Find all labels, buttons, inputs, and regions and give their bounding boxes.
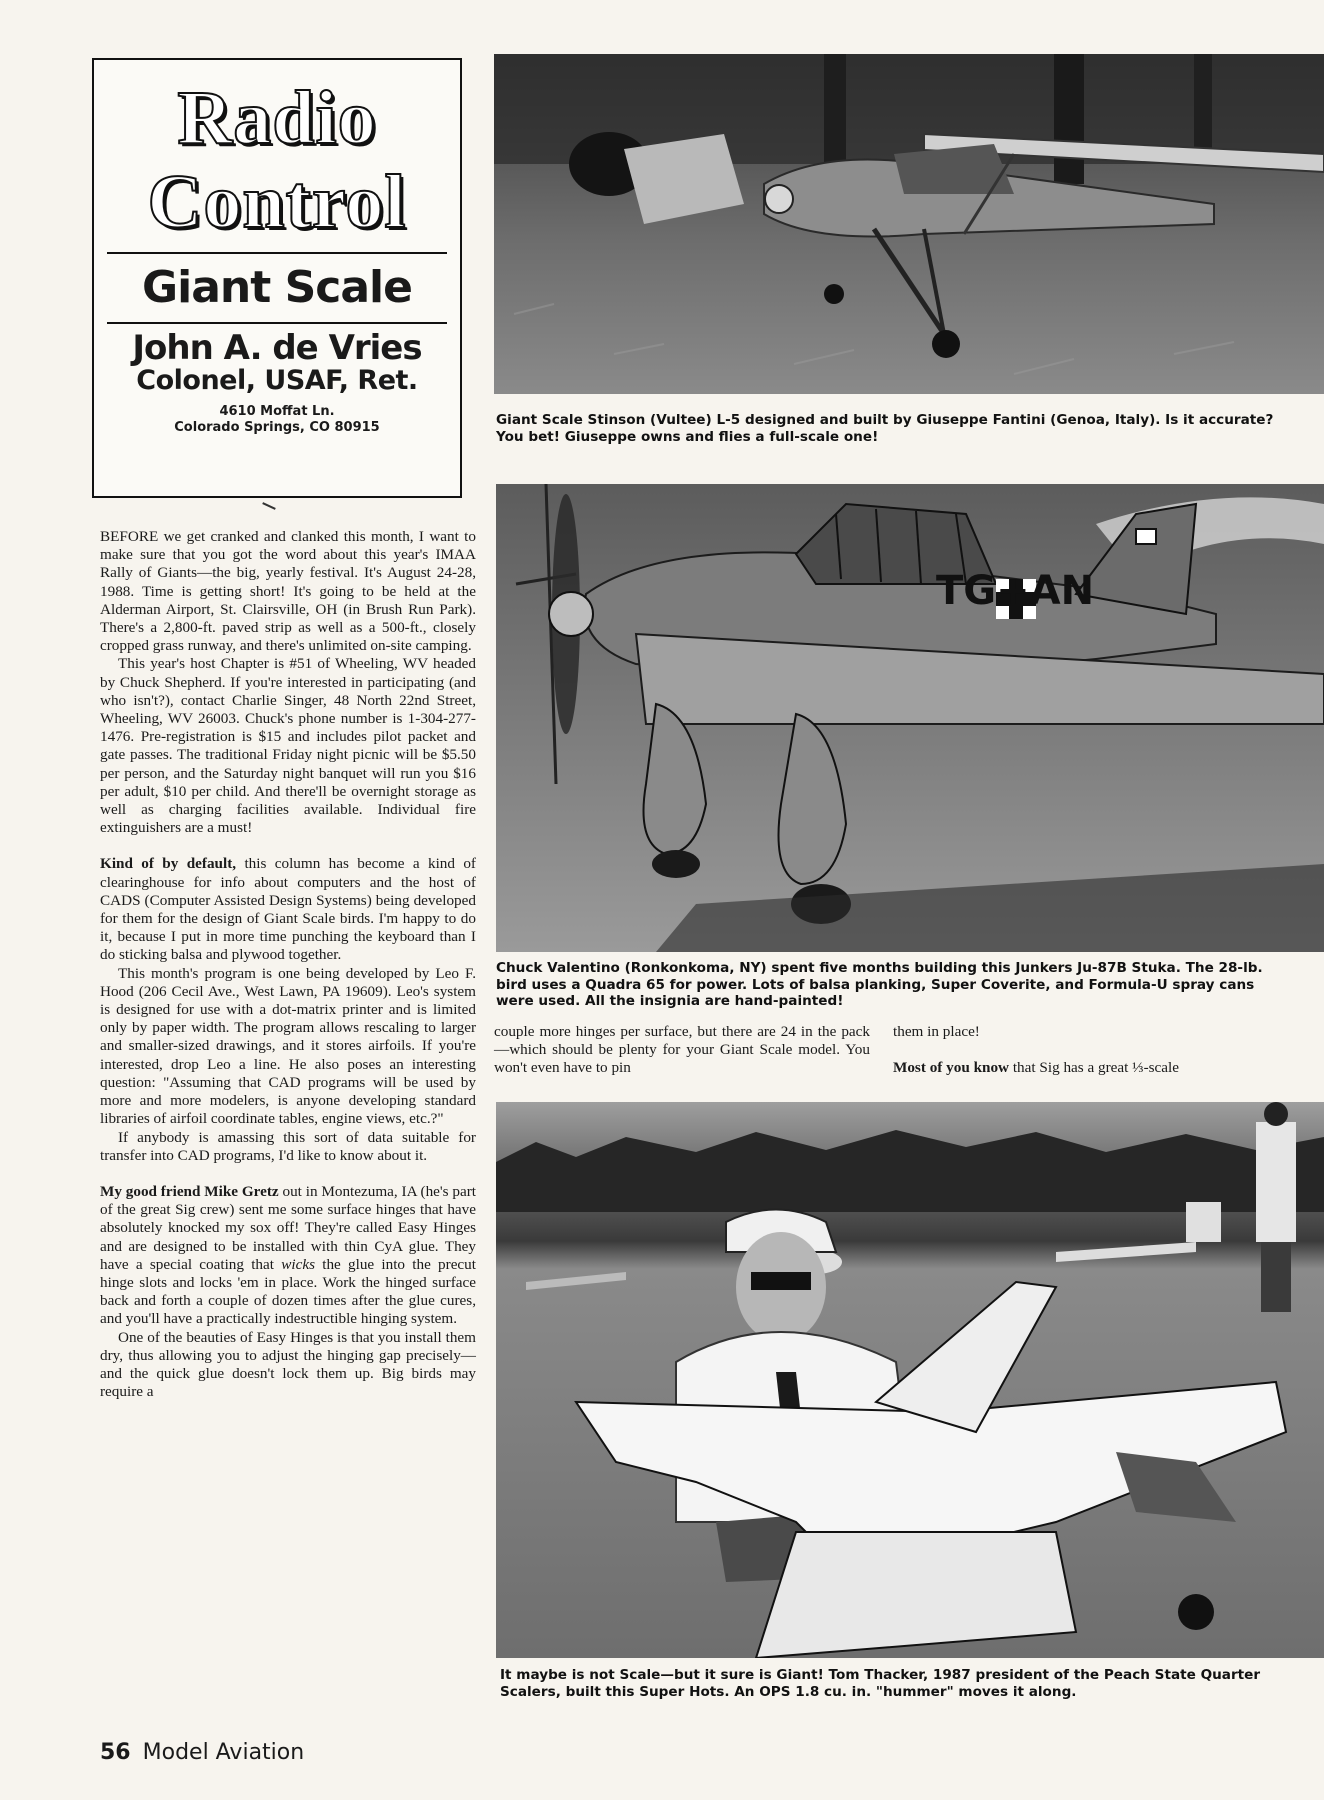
photo-caption: Chuck Valentino (Ronkonkoma, NY) spent five months building this Junkers Ju-87B Stuka. The 28-lb. bird uses a Quadra 65 for power. Lots of balsa planking, Super Coverite, and Formula-U spray cans were used. All the insignia are hand-painted! (496, 960, 1263, 1009)
lead-in: Kind of by default, (100, 855, 237, 873)
paragraph: Kind of by default, this column has become a kind of clearinghouse for info about computers and the host of CADS (Computer Assisted Design Systems) being developed for them for the design of Giant Scale birds. I'm happy to do it, because I put in more time punching the keyboard than I do sticking balsa and plywood together. (100, 855, 476, 964)
article-column-3 (893, 1023, 1265, 1077)
paragraph: One of the beauties of Easy Hinges is that you install them dry, thus allowing you to adjust the hinging gap precisely—and the quick glue doesn't lock them up. Big birds may require a (100, 1328, 476, 1401)
author-name: John A. de Vries (132, 328, 422, 368)
paragraph: them in place! (893, 1023, 980, 1040)
article-column-2 (494, 1023, 870, 1078)
paragraph: couple more hinges per surface, but there are 24 in the pack—which should be plenty for your Giant Scale model. You won't even have to pin (494, 1023, 870, 1077)
article-column-1 (100, 528, 476, 1401)
header-title-control: Control (147, 160, 407, 244)
page-footer (100, 1740, 304, 1765)
lead-in: My good friend Mike Gretz (100, 1182, 279, 1200)
magazine-name: Model Aviation (142, 1740, 305, 1765)
author-rank: Colonel, USAF, Ret. (136, 365, 418, 396)
paragraph: If anybody is amassing this sort of data suitable for transfer into CAD programs, I'd like to know about it. (100, 1128, 476, 1164)
paragraph: Most of you know that Sig has a great ⅓-scale (893, 1059, 1179, 1077)
paragraph: BEFORE we get cranked and clanked this month, I want to make sure that you got the word about this year's IMAA Rally of Giants—the big, yearly festival. It's August 24-28, 1988. Time is getting short! It's going to be held at the Alderman Airport, St. Clairsville, OH (in Brush Run Park). There's a 2,800-ft. paved strip as well as a 500-ft., closely cropped grass runway, and there's unlimited on-site camping. (100, 528, 476, 655)
author-address (94, 404, 460, 436)
fuselage-markings: TG+AN (936, 568, 1095, 614)
photo-ju87-stuka (496, 484, 1324, 952)
header-divider (107, 252, 447, 254)
stray-mark (262, 502, 276, 510)
photo-caption: It maybe is not Scale—but it sure is Giant! Tom Thacker, 1987 president of the Peach State Quarter Scalers, built this Super Hots. An OPS 1.8 cu. in. "hummer" moves it along. (500, 1667, 1261, 1700)
address-line: 4610 Moffat Ln. (219, 404, 335, 419)
paragraph: My good friend Mike Gretz out in Montezuma, IA (he's part of the great Sig crew) sent me some surface hinges that have absolutely knocked my sox off! They're called Easy Hinges and are designed to be installed with thin CyA glue. They have a special coating that wicks the glue into the precut hinge slots and locks 'em in place. Work the hinged surface back and forth a couple of dozen times after the glue cures, and you'll have a practically indestructible hinging system. (100, 1182, 476, 1328)
column-header-box (92, 58, 462, 498)
photo-caption: Giant Scale Stinson (Vultee) L-5 designed and built by Giuseppe Fantini (Genoa, Italy). Is it accurate? You bet! Giuseppe owns and flies a full-scale one! (496, 412, 1274, 445)
page-number: 56 (100, 1740, 131, 1765)
address-line: Colorado Springs, CO 80915 (174, 420, 380, 435)
paragraph: This year's host Chapter is #51 of Wheeling, WV headed by Chuck Shepherd. If you're interested in participating (and who isn't?), contact Charlie Singer, 48 North 22nd Street, Wheeling, WV 26003. Chuck's phone number is 1-304-277-1476. Pre-registration is $15 and includes pilot packet and gate passes. The traditional Friday night picnic will be $5.50 per person, and the Saturday night banquet will run you $16 per adult, $10 per child. And there'll be overnight storage as well as charging facilities available. Individual fire extinguishers are a must! (100, 655, 476, 837)
photo-super-hots (496, 1102, 1324, 1658)
header-divider (107, 322, 447, 324)
header-subtitle: Giant Scale (142, 262, 412, 313)
photo-stinson-l5 (494, 54, 1324, 394)
lead-in: Most of you know (893, 1059, 1010, 1077)
header-title-radio: Radio (177, 76, 377, 160)
paragraph: This month's program is one being developed by Leo F. Hood (206 Cecil Ave., West Lawn, PA 19609). Leo's system is designed for use with a dot-matrix printer and is limited only by paper width. The program allows rescaling to larger and smaller-sized drawings, and it stores airfoils. If you're interested, drop Leo a line. He also poses an interesting question: "Assuming that CAD programs will be used by more and more modelers, is anyone developing standard libraries of airfoil coordinate tables, engine views, etc.?" (100, 964, 476, 1128)
